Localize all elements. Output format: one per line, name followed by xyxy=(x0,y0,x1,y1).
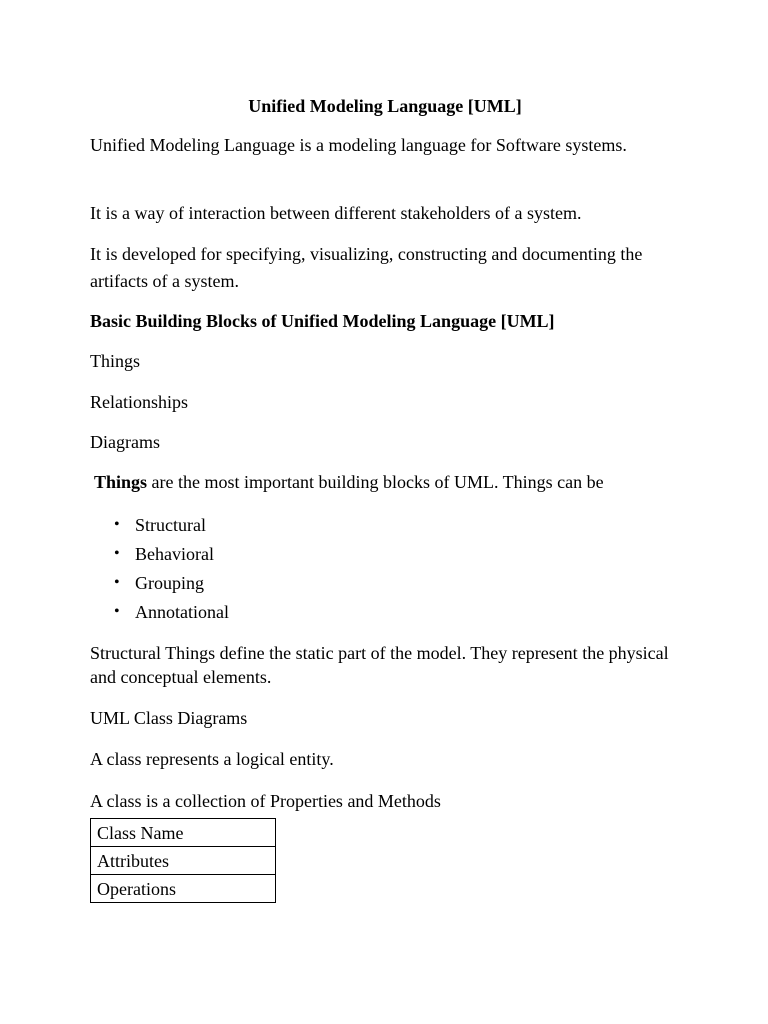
uml-class-table xyxy=(90,818,276,903)
bullet-icon: • xyxy=(114,603,120,620)
block-item-diagrams: Diagrams xyxy=(90,432,160,452)
things-types-list xyxy=(90,512,229,628)
class-diagrams-heading: UML Class Diagrams xyxy=(90,708,248,728)
list-item-label: Grouping xyxy=(135,573,204,593)
operations-cell: Operations xyxy=(91,875,276,903)
bullet-icon: • xyxy=(114,574,120,591)
intro-paragraph-3: It is developed for specifying, visualizing, constructing and documenting the artifacts of a system. xyxy=(90,244,643,291)
list-item xyxy=(90,512,229,541)
table-row xyxy=(91,819,276,847)
list-item xyxy=(90,541,229,570)
list-item xyxy=(90,599,229,628)
intro-paragraph-2: It is a way of interaction between different stakeholders of a system. xyxy=(90,203,582,223)
structural-things-paragraph: Structural Things define the static part of the model. They represent the physical and conceptual elements. xyxy=(90,643,669,687)
things-bold-term: Things xyxy=(94,472,148,492)
list-item xyxy=(90,570,229,599)
building-blocks-heading: Basic Building Blocks of Unified Modeling Language [UML] xyxy=(90,311,555,331)
document-title: Unified Modeling Language [UML] xyxy=(248,96,522,116)
class-definition-paragraph: A class represents a logical entity. xyxy=(90,749,334,769)
attributes-cell: Attributes xyxy=(91,847,276,875)
block-item-things: Things xyxy=(90,351,141,371)
class-collection-paragraph: A class is a collection of Properties and Methods xyxy=(90,791,441,811)
table-row xyxy=(91,875,276,903)
class-name-cell: Class Name xyxy=(91,819,276,847)
things-description xyxy=(94,469,694,496)
list-item-label: Behavioral xyxy=(135,544,214,564)
bullet-icon: • xyxy=(114,545,120,562)
block-item-relationships: Relationships xyxy=(90,392,188,412)
table-row xyxy=(91,847,276,875)
bullet-icon: • xyxy=(114,516,120,533)
things-description-rest: are the most important building blocks of UML. Things can be xyxy=(147,472,604,492)
list-item-label: Structural xyxy=(135,515,206,535)
intro-paragraph-1: Unified Modeling Language is a modeling language for Software systems. xyxy=(90,135,627,155)
list-item-label: Annotational xyxy=(135,602,229,622)
